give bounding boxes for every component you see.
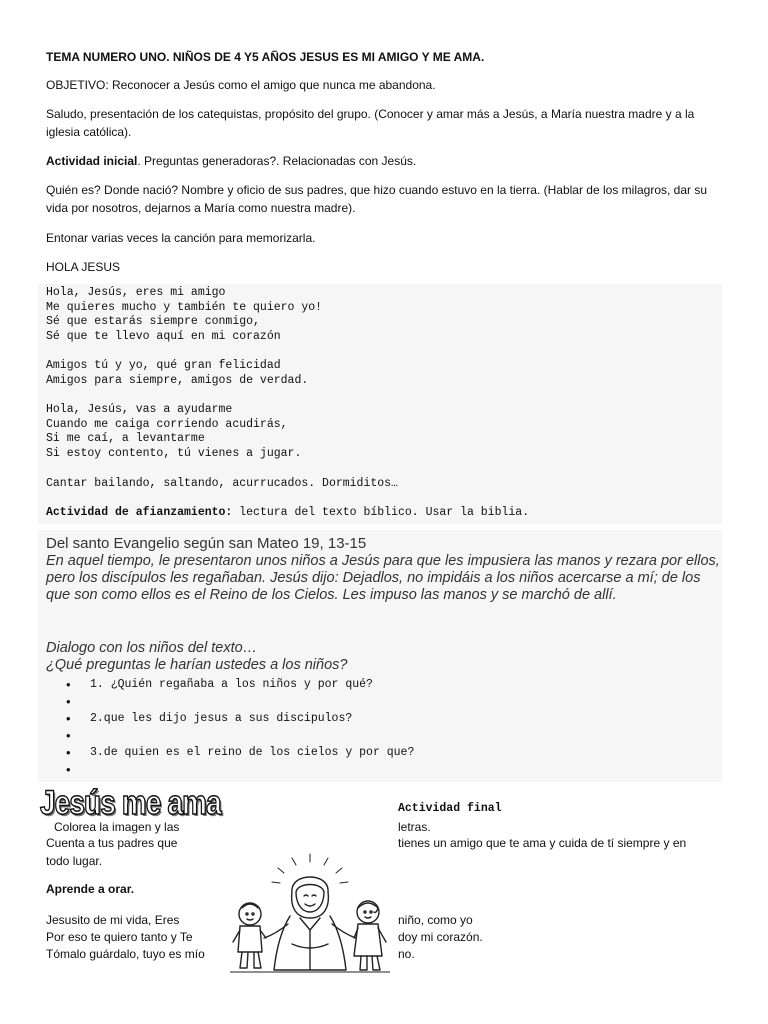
song-title: HOLA JESUS: [46, 260, 121, 274]
halo-rays: [272, 854, 348, 883]
right-line-3: niño, como yo: [398, 913, 473, 927]
left-line-3: todo lugar.: [46, 854, 103, 868]
pregunta-line: ¿Qué preguntas le harían ustedes a los niños?: [46, 657, 348, 673]
right-line-4: doy mi corazón.: [398, 930, 483, 944]
list-item: [66, 727, 414, 744]
afianzamiento-label: Actividad de afianzamiento:: [46, 506, 233, 519]
entonar-paragraph: Entonar varias veces la canción para memorizarla.: [46, 231, 316, 245]
list-item: • 3.de quien es el reino de los cielos y por que?: [66, 744, 414, 761]
right-line-1: letras.: [398, 820, 431, 834]
questions-list: [66, 676, 414, 778]
saludo-paragraph: Saludo, presentación de los catequistas, propósito del grupo. (Conocer y amar más a Jesús, a María nuestra madre y a la iglesia católica).: [46, 107, 695, 139]
dialogo-line: Dialogo con los niños del texto…: [46, 640, 258, 656]
song-stanza-3: Hola, Jesús, vas a ayudarme Cuando me caiga corriendo acudirás, Si me caí, a levantarme Si estoy contento, tú vienes a jugar.: [46, 403, 302, 460]
song-stanza-2: Amigos tú y yo, qué gran felicidad Amigos para siempre, amigos de verdad.: [46, 359, 309, 387]
afianzamiento-line: [46, 506, 529, 521]
jesus-children-illustration: [230, 852, 390, 974]
song-stanza-1: Hola, Jesús, eres mi amigo Me quieres mucho y también te quiero yo! Sé que estarás siempre conmigo, Sé que te llevo aquí en mi corazón: [46, 286, 323, 343]
cantar-line: Cantar bailando, saltando, acurrucados. Dormiditos…: [46, 477, 398, 490]
gospel-text: En aquel tiempo, le presentaron unos niños a Jesús para que les impusiera las manos y rezara por ellos, pero los discípulos les regañaban. Jesús dijo: Dejadlos, no impidáis a los niños acercarse a mí; de los que son como ellos es el Reino de los Cielos. Les impuso las manos y se marchó de allí.: [46, 553, 720, 603]
right-line-5: no.: [398, 947, 415, 961]
list-item: • 1. ¿Quién regañaba a los niños y por qué?: [66, 676, 414, 693]
prayer-line-2: Por eso te quiero tanto y Te: [46, 930, 193, 944]
list-item: • 2.que les dijo jesus a sus discipulos?: [66, 710, 414, 727]
list-item: [66, 761, 414, 778]
list-item: [66, 693, 414, 710]
afianzamiento-text: lectura del texto bíblico. Usar la biblia.: [232, 506, 530, 519]
gospel-heading: Del santo Evangelio según san Mateo 19, 13-15: [46, 535, 367, 552]
objective: OBJETIVO: Reconocer a Jesús como el amigo que nunca me abandona.: [46, 78, 436, 92]
jesus-me-ama-title: Jesús me ama: [40, 784, 221, 822]
prayer-line-3: Tómalo guárdalo, tuyo es mío: [46, 947, 205, 961]
aprende-heading: Aprende a orar.: [46, 882, 135, 896]
preguntas-paragraph: Quién es? Donde nació? Nombre y oficio de sus padres, que hizo cuando estuvo en la tierra. (Hablar de los milagros, dar su vida por nosotros, dejarnos a María como nuestra madre).: [46, 183, 708, 215]
actividad-inicial: [46, 152, 726, 170]
actividad-inicial-label: Actividad inicial: [46, 154, 138, 168]
left-line-1: Colorea la imagen y las: [54, 820, 180, 834]
actividad-inicial-text: . Preguntas generadoras?. Relacionadas con Jesús.: [137, 154, 417, 168]
page-title: TEMA NUMERO UNO. NIÑOS DE 4 Y5 AÑOS JESUS ES MI AMIGO Y ME AMA.: [46, 50, 485, 64]
actividad-final-label: Actividad final: [398, 802, 502, 815]
left-line-2: Cuenta a tus padres que: [46, 836, 178, 850]
right-line-2: tienes un amigo que te ama y cuida de tí siempre y en: [398, 836, 687, 850]
prayer-line-1: Jesusito de mi vida, Eres: [46, 913, 180, 927]
